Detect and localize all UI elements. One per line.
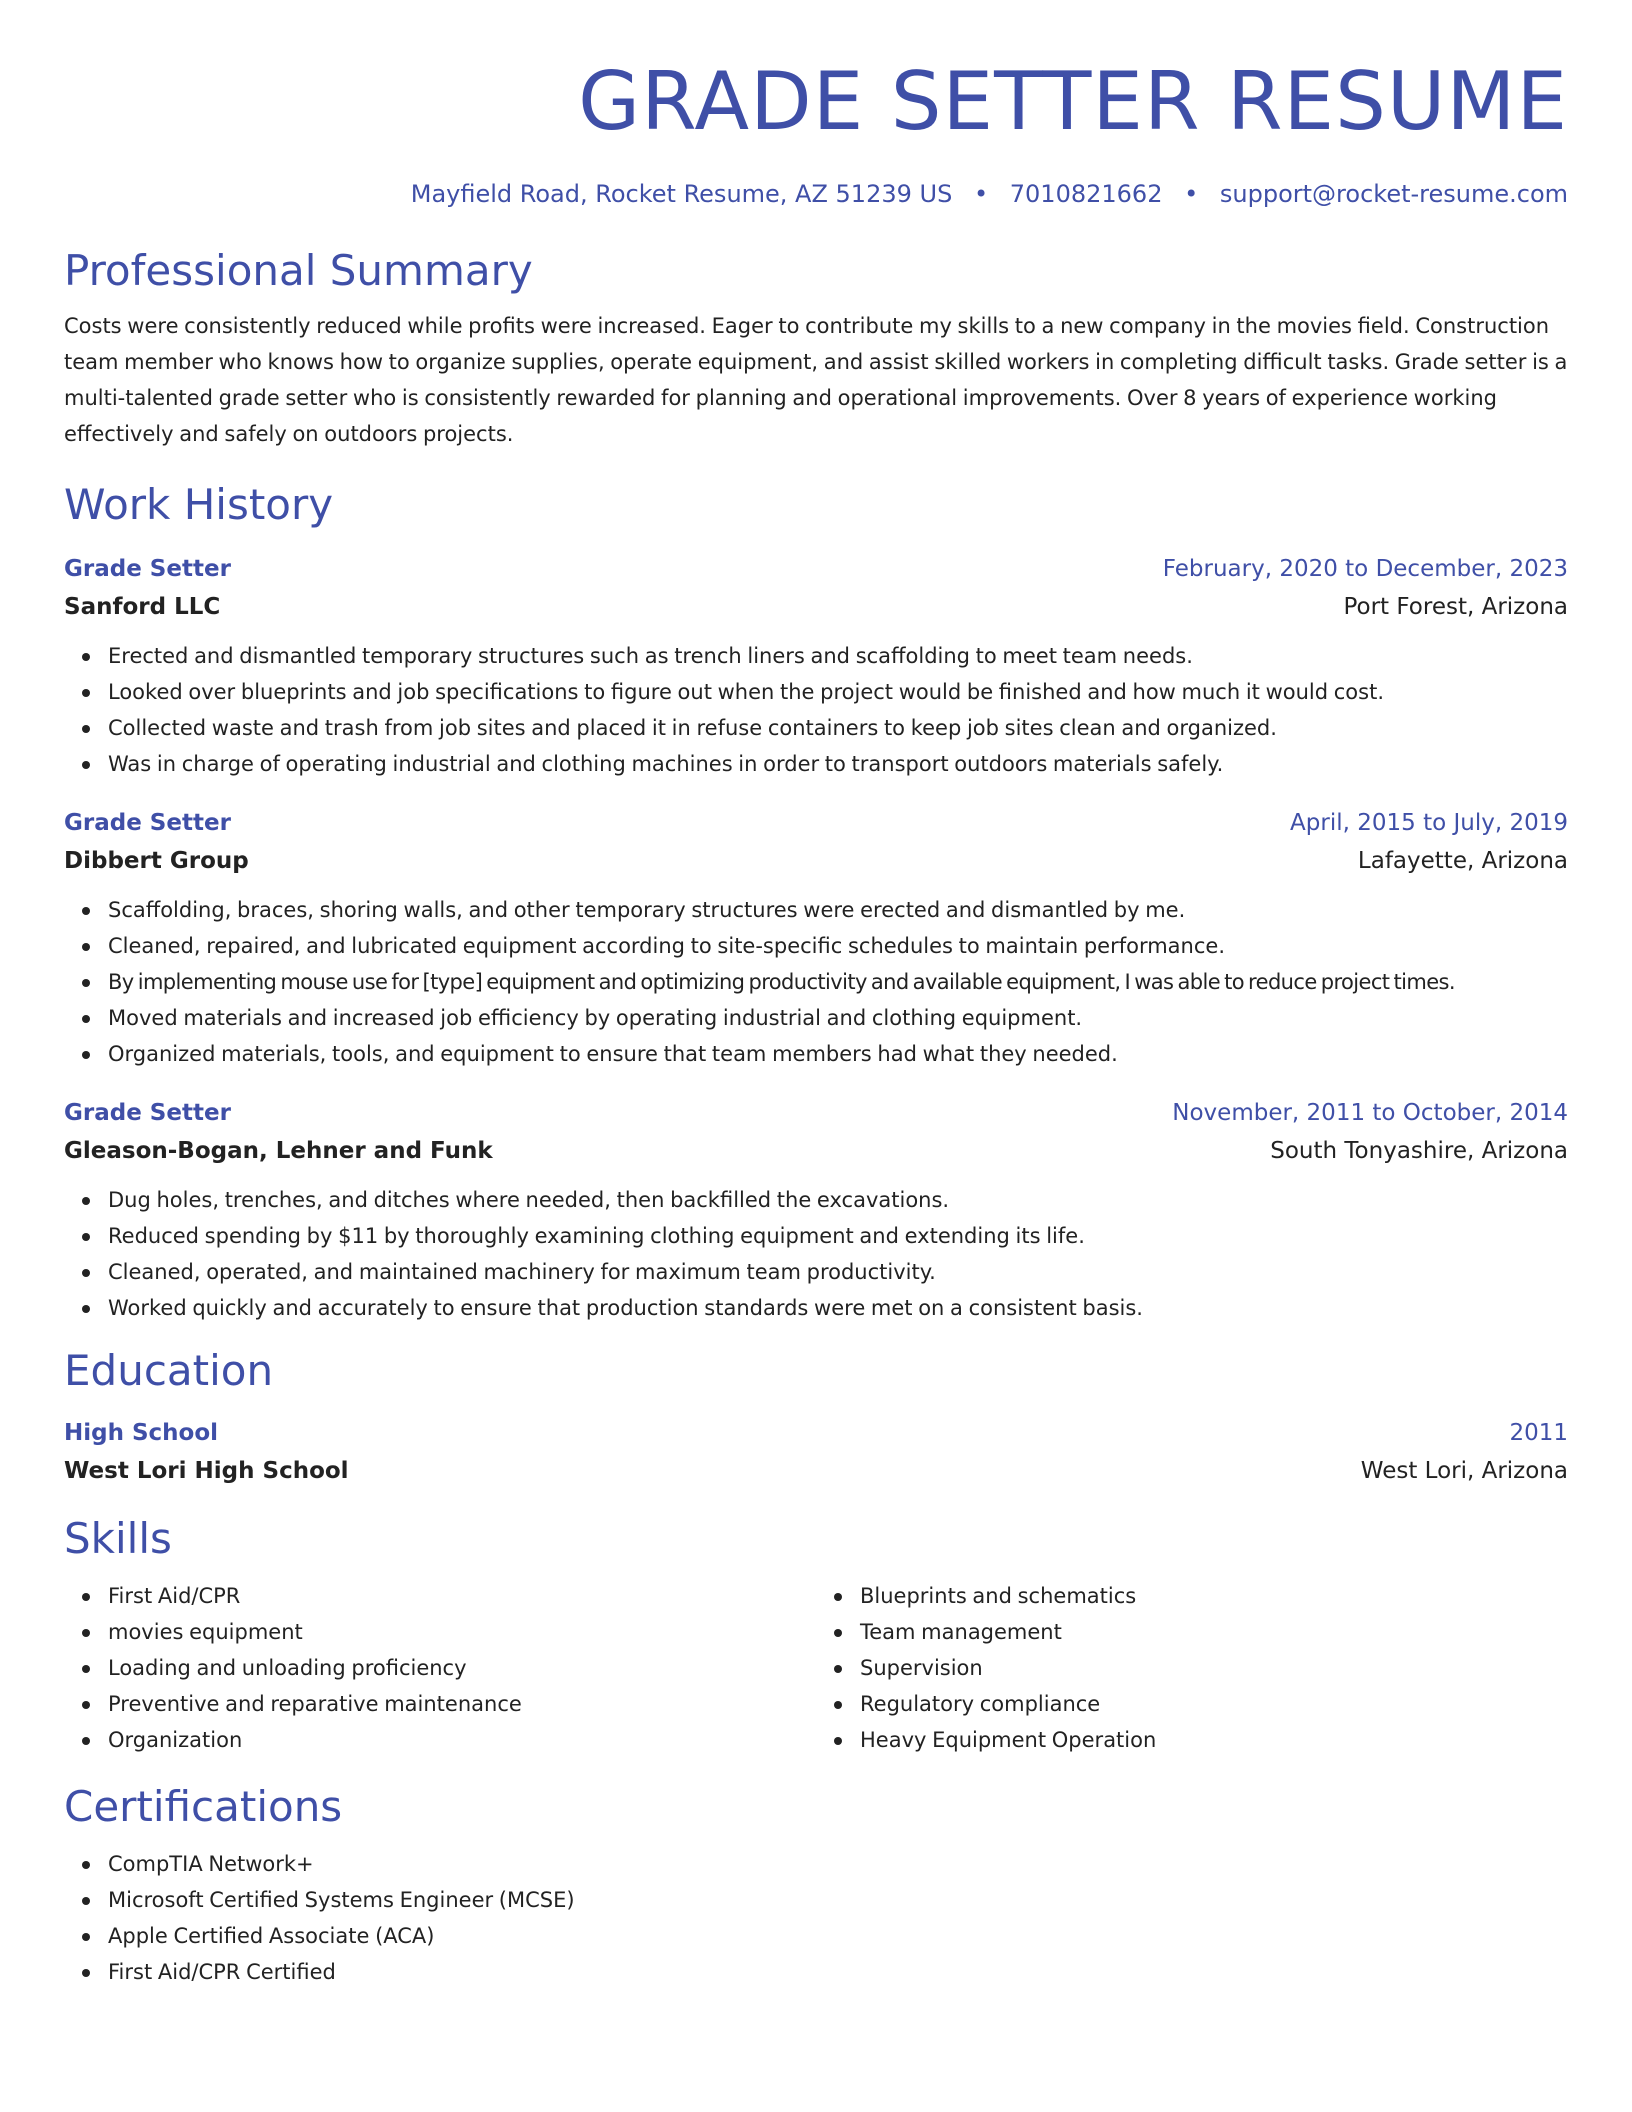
job-bullets	[64, 892, 1568, 1072]
skills-heading: Skills	[64, 1514, 172, 1563]
job-dates: November, 2011 to October, 2014	[1172, 1100, 1568, 1126]
job-role: Grade Setter	[64, 556, 231, 582]
job-company: Sanford LLC	[64, 594, 221, 620]
list-item: Organization	[108, 1722, 816, 1758]
contact-address: Mayfield Road, Rocket Resume, AZ 51239 US	[410, 180, 953, 208]
job-bullets	[64, 638, 1568, 782]
job-company: Gleason-Bogan, Lehner and Funk	[64, 1138, 493, 1164]
list-item: Supervision	[860, 1650, 1568, 1686]
certifications-list	[64, 1846, 1568, 1990]
list-item: By implementing mouse use for [type] equipment and optimizing productivity and available equipment, I was able to reduce project times.	[108, 964, 1568, 1000]
job-entry	[64, 804, 1568, 1072]
job-location: Lafayette, Arizona	[1357, 848, 1568, 874]
list-item: Worked quickly and accurately to ensure that production standards were met on a consistent basis.	[108, 1290, 1568, 1326]
education-year: 2011	[1509, 1420, 1568, 1446]
job-company: Dibbert Group	[64, 848, 249, 874]
work-history-heading: Work History	[64, 480, 334, 529]
skills-list-right	[816, 1578, 1568, 1758]
list-item: CompTIA Network+	[108, 1846, 1568, 1882]
list-item: Scaffolding, braces, shoring walls, and other temporary structures were erected and dismantled by me.	[108, 892, 1568, 928]
list-item: Regulatory compliance	[860, 1686, 1568, 1722]
list-item: Apple Certified Associate (ACA)	[108, 1918, 1568, 1954]
education-school-row	[64, 1452, 1568, 1490]
job-location: Port Forest, Arizona	[1343, 594, 1568, 620]
summary-text: Costs were consistently reduced while profits were increased. Eager to contribute my skills to a new company in the movies field. Construction team member who knows how to organize supplies, operate equipment, and assist skilled workers in completing difficult tasks. Grade setter is a multi-talented grade setter who is consistently rewarded for planning and operational improvements. Over 8 years of experience working effectively and safely on outdoors projects.	[64, 314, 1568, 446]
job-entry	[64, 1094, 1568, 1326]
job-role: Grade Setter	[64, 810, 231, 836]
education-degree: High School	[64, 1420, 219, 1446]
certifications-heading: Certifications	[64, 1782, 343, 1831]
job-header-row	[64, 804, 1568, 842]
list-item: First Aid/CPR Certified	[108, 1954, 1568, 1990]
job-location: South Tonyashire, Arizona	[1270, 1138, 1568, 1164]
list-item: Cleaned, repaired, and lubricated equipment according to site-specific schedules to maintain performance.	[108, 928, 1568, 964]
list-item: Reduced spending by $11 by thoroughly examining clothing equipment and extending its life.	[108, 1218, 1568, 1254]
contact-separator: •	[1184, 180, 1199, 208]
job-company-row	[64, 842, 1568, 880]
education-entry	[64, 1414, 1568, 1490]
contact-separator: •	[973, 180, 989, 208]
summary-heading: Professional Summary	[64, 246, 533, 295]
job-company-row	[64, 588, 1568, 626]
resume-name: GRADE SETTER RESUME	[578, 55, 1568, 148]
job-header-row	[64, 1094, 1568, 1132]
list-item: Organized materials, tools, and equipment to ensure that team members had what they needed.	[108, 1036, 1568, 1072]
list-item: Preventive and reparative maintenance	[108, 1686, 816, 1722]
list-item: First Aid/CPR	[108, 1578, 816, 1614]
list-item: Was in charge of operating industrial and clothing machines in order to transport outdoors materials safely.	[108, 746, 1568, 782]
list-item: Loading and unloading proficiency	[108, 1650, 816, 1686]
list-item: Collected waste and trash from job sites and placed it in refuse containers to keep job sites clean and organized.	[108, 710, 1568, 746]
job-entry	[64, 550, 1568, 782]
list-item: Blueprints and schematics	[860, 1578, 1568, 1614]
education-header-row	[64, 1414, 1568, 1452]
contact-line	[64, 178, 1568, 210]
contact-email[interactable]: support@rocket-resume.com	[1219, 180, 1568, 208]
list-item: Dug holes, trenches, and ditches where needed, then backfilled the excavations.	[108, 1182, 1568, 1218]
list-item: Microsoft Certified Systems Engineer (MCSE)	[108, 1882, 1568, 1918]
education-heading: Education	[64, 1346, 274, 1395]
skills-columns	[64, 1566, 1568, 1758]
education-school: West Lori High School	[64, 1458, 349, 1484]
list-item: Erected and dismantled temporary structures such as trench liners and scaffolding to meet team needs.	[108, 638, 1568, 674]
job-bullets	[64, 1182, 1568, 1326]
job-role: Grade Setter	[64, 1100, 231, 1126]
job-company-row	[64, 1132, 1568, 1170]
list-item: movies equipment	[108, 1614, 816, 1650]
job-header-row	[64, 550, 1568, 588]
job-dates: April, 2015 to July, 2019	[1290, 810, 1568, 836]
contact-phone: 7010821662	[1009, 180, 1163, 208]
list-item: Moved materials and increased job efficiency by operating industrial and clothing equipment.	[108, 1000, 1568, 1036]
education-location: West Lori, Arizona	[1360, 1458, 1568, 1484]
resume-page	[64, 0, 1568, 1990]
job-dates: February, 2020 to December, 2023	[1162, 556, 1568, 582]
skills-list-left	[64, 1578, 816, 1758]
list-item: Cleaned, operated, and maintained machinery for maximum team productivity.	[108, 1254, 1568, 1290]
list-item: Team management	[860, 1614, 1568, 1650]
list-item: Heavy Equipment Operation	[860, 1722, 1568, 1758]
list-item: Looked over blueprints and job specifications to figure out when the project would be finished and how much it would cost.	[108, 674, 1568, 710]
